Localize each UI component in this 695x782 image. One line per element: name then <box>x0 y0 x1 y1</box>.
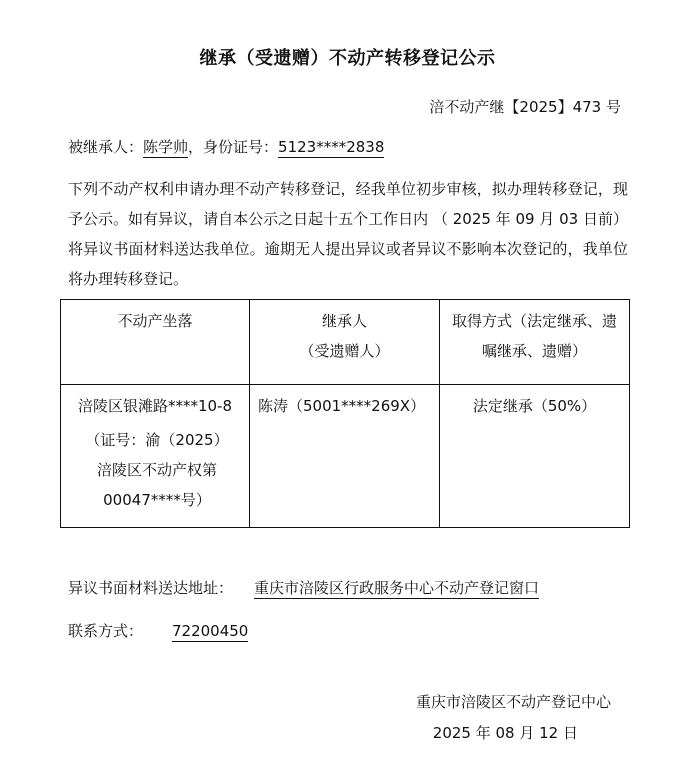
acquisition-method: 法定继承（50%） <box>472 397 597 415</box>
issuer-name: 重庆市涪陵区不动产登记中心 <box>415 693 611 711</box>
decedent-line <box>68 136 384 157</box>
document-number: 涪不动产继【2025】473 号 <box>429 98 621 116</box>
objection-address <box>68 577 539 598</box>
page-title: 继承（受遗赠）不动产转移登记公示 <box>199 48 496 69</box>
property-table <box>60 299 630 528</box>
decedent-id: 5123****2838 <box>278 138 385 156</box>
notice-paragraph: 下列不动产权利申请办理不动产转移登记，经我单位初步审核，拟办理转移登记，现予公示。如有异议，请自本公示之日起十五个工作日内 （ 2025 年 09 月 03 日前）将异议书面材料送达我单位。逾期无人提出异议或者异议不影响本次登记的，我单位将办理转移登记。 <box>68 180 628 288</box>
table-row <box>61 385 630 528</box>
header-acquisition-method: 取得方式（法定继承、遗嘱继承、遗赠） <box>440 300 630 385</box>
address-label: 异议书面材料送达地址： <box>68 579 234 597</box>
header-location: 不动产坐落 <box>61 300 250 385</box>
header-heir <box>250 300 440 385</box>
contact-phone: 72200450 <box>172 622 249 640</box>
header-heir-line2: （受遗赠人） <box>299 342 390 360</box>
cell-method <box>440 385 630 528</box>
contact-info <box>68 620 248 641</box>
issue-date: 2025 年 08 月 12 日 <box>432 724 578 742</box>
cell-location <box>61 385 250 528</box>
decedent-label: 被继承人： <box>68 138 144 156</box>
header-heir-line1: 继承人 <box>321 312 367 330</box>
certificate-number: （证号：渝（2025）涪陵区不动产权第 00047****号） <box>85 431 229 509</box>
table-header-row <box>61 300 630 385</box>
decedent-name: 陈学帅 <box>143 138 189 156</box>
contact-label: 联系方式： <box>68 622 144 640</box>
cell-heir <box>250 385 440 528</box>
address-value: 重庆市涪陵区行政服务中心不动产登记窗口 <box>254 579 540 597</box>
decedent-id-label: ，身份证号： <box>188 138 279 156</box>
heir-name: 陈涛（5001****269X） <box>258 397 426 415</box>
property-location: 涪陵区银滩路****10-8 <box>77 397 233 415</box>
